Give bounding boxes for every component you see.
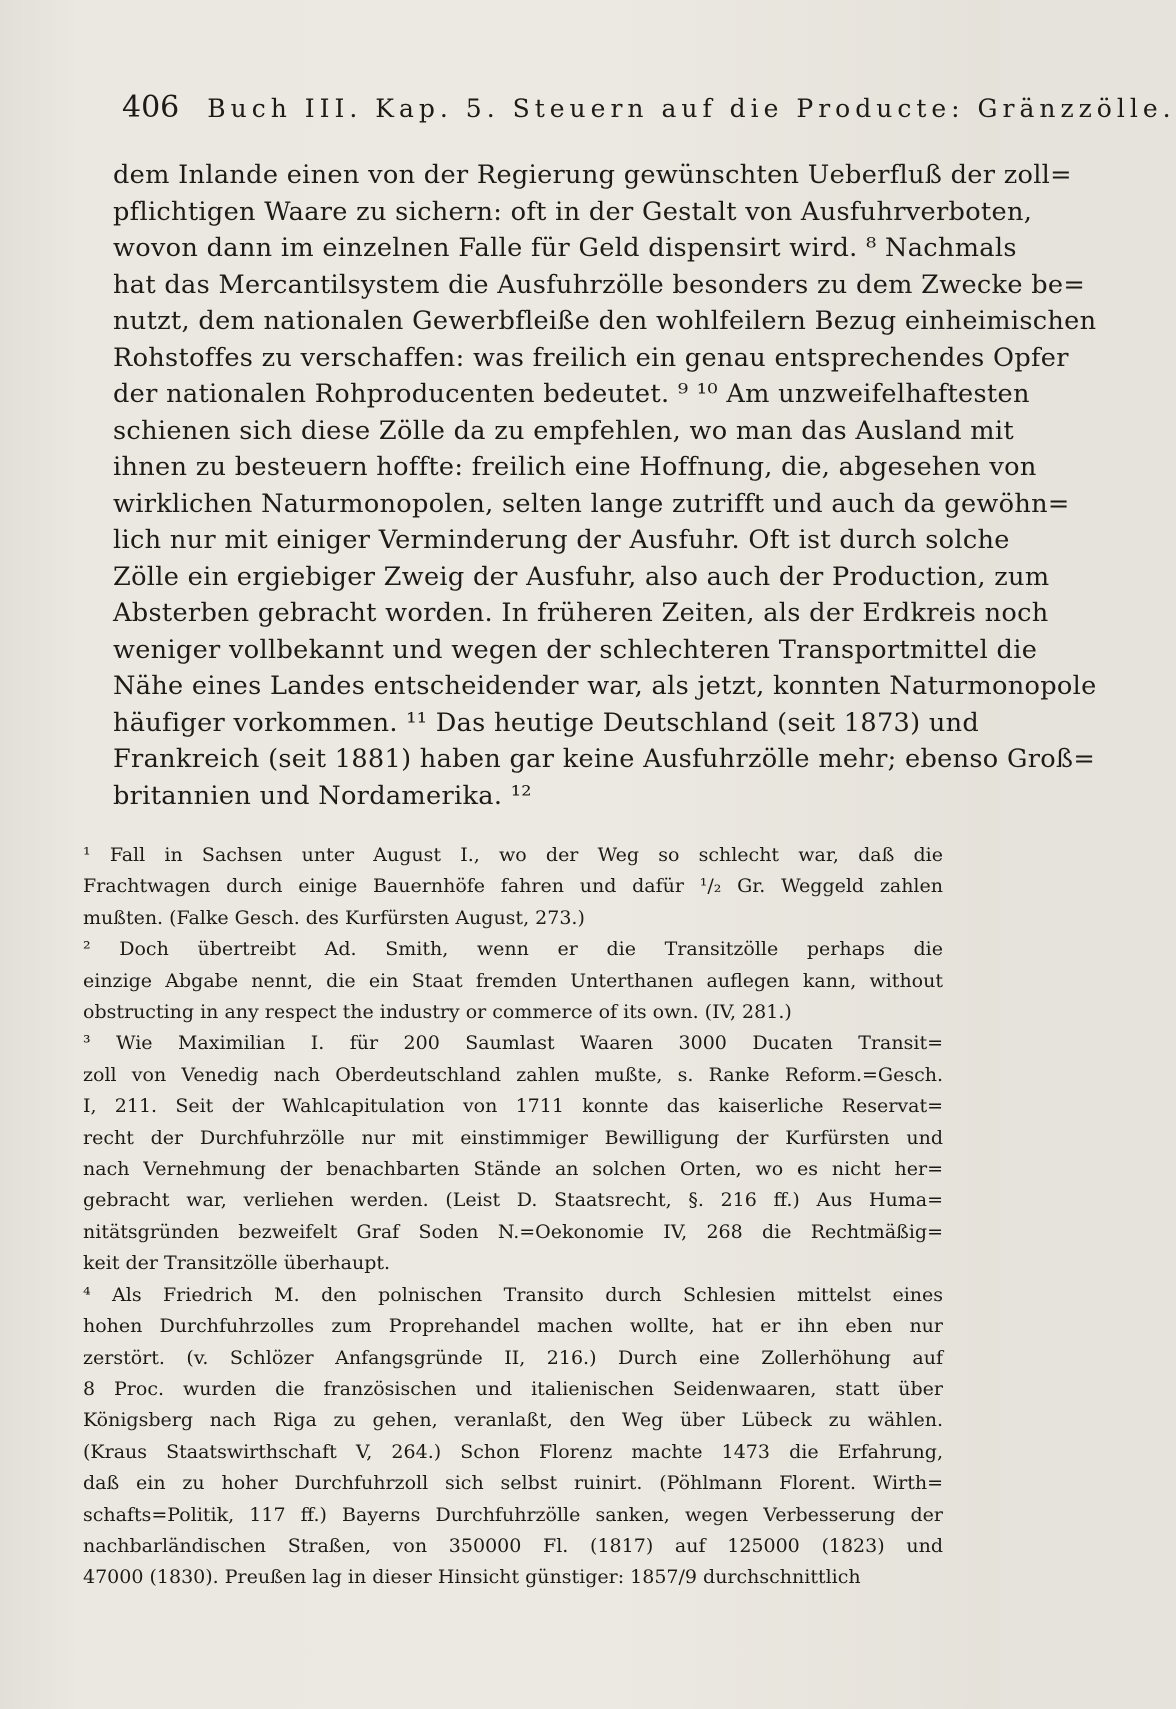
main-text-line: Absterben gebracht worden. In früheren Zeiten, als der Erdkreis noch: [113, 598, 1049, 628]
footnote-line: 8 Proc. wurden die französischen und italienischen Seidenwaaren, statt über: [83, 1377, 943, 1400]
footnotes-block: [83, 840, 943, 1685]
footnote-line: einzige Abgabe nennt, die ein Staat fremden Unterthanen auflegen kann, without: [83, 969, 943, 992]
footnote-line: nach Vernehmung der benachbarten Stände an solchen Orten, wo es nicht her=: [83, 1158, 943, 1181]
footnote-line: ² Doch übertreibt Ad. Smith, wenn er die Transitzölle perhaps die: [83, 938, 943, 961]
main-text-line: pflichtigen Waare zu sichern: oft in der Gestalt von Ausfuhrverboten,: [113, 196, 1033, 227]
footnote-line: keit der Transitzölle überhaupt.: [83, 1252, 391, 1275]
main-text-line: nutzt, dem nationalen Gewerbfleiße den wohlfeilern Bezug einheimischen: [113, 306, 1097, 336]
running-head: Buch III. Kap. 5. Steuern auf die Producte: Gränzzölle.: [207, 94, 1176, 123]
main-text-line: Nähe eines Landes entscheidender war, als jetzt, konnten Naturmonopole: [113, 671, 1097, 701]
main-text-line: dem Inlande einen von der Regierung gewünschten Ueberfluß der zoll=: [113, 160, 1072, 190]
main-text-line: schienen sich diese Zölle da zu empfehlen, wo man das Ausland mit: [113, 415, 1014, 446]
main-text-line: hat das Mercantilsystem die Ausfuhrzölle besonders zu dem Zwecke be=: [113, 269, 1086, 300]
footnote-line: Königsberg nach Riga zu gehen, veranlaßt, den Weg über Lübeck zu wählen.: [83, 1409, 943, 1432]
main-text-line: Frankreich (seit 1881) haben gar keine Ausfuhrzölle mehr; ebenso Groß=: [113, 744, 1096, 774]
footnote-line: obstructing in any respect the industry or commerce of its own. (IV, 281.): [83, 1001, 792, 1024]
footnote-line: nachbarländischen Straßen, von 350000 Fl. (1817) auf 125000 (1823) und: [83, 1534, 943, 1557]
footnote-line: ⁴ Als Friedrich M. den polnischen Transito durch Schlesien mittelst eines: [83, 1283, 943, 1306]
main-text-line: der nationalen Rohproducenten bedeutet. ⁹ ¹⁰ Am unzweifelhaftesten: [113, 379, 1030, 409]
footnote-line: hohen Durchfuhrzolles zum Proprehandel machen wollte, hat er ihn eben nur: [83, 1315, 943, 1338]
footnote-line: ³ Wie Maximilian I. für 200 Saumlast Waaren 3000 Ducaten Transit=: [83, 1032, 943, 1055]
footnote-line: (Kraus Staatswirthschaft V, 264.) Schon Florenz machte 1473 die Erfahrung,: [83, 1440, 943, 1463]
page-number: 406: [122, 90, 180, 125]
main-text-line: wovon dann im einzelnen Falle für Geld dispensirt wird. ⁸ Nachmals: [113, 233, 1017, 263]
footnote-line: schafts=Politik, 117 ff.) Bayerns Durchfuhrzölle sanken, wegen Verbesserung der: [83, 1503, 943, 1526]
footnote-line: recht der Durchfuhrzölle nur mit einstimmiger Bewilligung der Kurfürsten und: [83, 1126, 943, 1149]
footnote-line: zoll von Venedig nach Oberdeutschland zahlen mußte, s. Ranke Reform.=Gesch.: [83, 1063, 943, 1086]
footnote-line: ¹ Fall in Sachsen unter August I., wo der Weg so schlecht war, daß die: [83, 844, 943, 866]
footnote-line: mußten. (Falke Gesch. des Kurfürsten August, 273.): [83, 906, 585, 929]
footnote-line: 47000 (1830). Preußen lag in dieser Hinsicht günstiger: 1857/9 durchschnittlich: [83, 1566, 861, 1589]
main-text-line: häufiger vorkommen. ¹¹ Das heutige Deutschland (seit 1873) und: [113, 707, 980, 738]
main-text-line: weniger vollbekannt und wegen der schlechteren Transportmittel die: [113, 634, 1038, 665]
footnote-line: I, 211. Seit der Wahlcapitulation von 1711 konnte das kaiserliche Reservat=: [83, 1095, 943, 1118]
page-header: [122, 90, 1176, 130]
main-text-line: Rohstoffes zu verschaffen: was freilich ein genau entsprechendes Opfer: [113, 342, 1069, 373]
footnote-line: Frachtwagen durch einige Bauernhöfe fahren und dafür ¹/₂ Gr. Weggeld zahlen: [83, 875, 943, 898]
main-text-line: ihnen zu besteuern hoffte: freilich eine Hoffnung, die, abgesehen von: [113, 452, 1037, 482]
footnote-line: zerstört. (v. Schlözer Anfangsgründe II, 216.) Durch eine Zollerhöhung auf: [83, 1346, 943, 1369]
main-text-line: britannien und Nordamerika. ¹²: [113, 780, 532, 811]
main-text-block: [113, 157, 1097, 817]
main-text-line: wirklichen Naturmonopolen, selten lange zutrifft und auch da gewöhn=: [113, 488, 1070, 519]
footnote-line: gebracht war, verliehen werden. (Leist D. Staatsrecht, §. 216 ff.) Aus Huma=: [83, 1189, 943, 1212]
main-text-line: Zölle ein ergiebiger Zweig der Ausfuhr, also auch der Production, zum: [113, 561, 1050, 592]
footnote-line: daß ein zu hoher Durchfuhrzoll sich selbst ruinirt. (Pöhlmann Florent. Wirth=: [83, 1472, 943, 1495]
main-text-line: lich nur mit einiger Verminderung der Ausfuhr. Oft ist durch solche: [113, 525, 1010, 555]
footnote-line: nitätsgründen bezweifelt Graf Soden N.=Oekonomie IV, 268 die Rechtmäßig=: [83, 1220, 943, 1243]
